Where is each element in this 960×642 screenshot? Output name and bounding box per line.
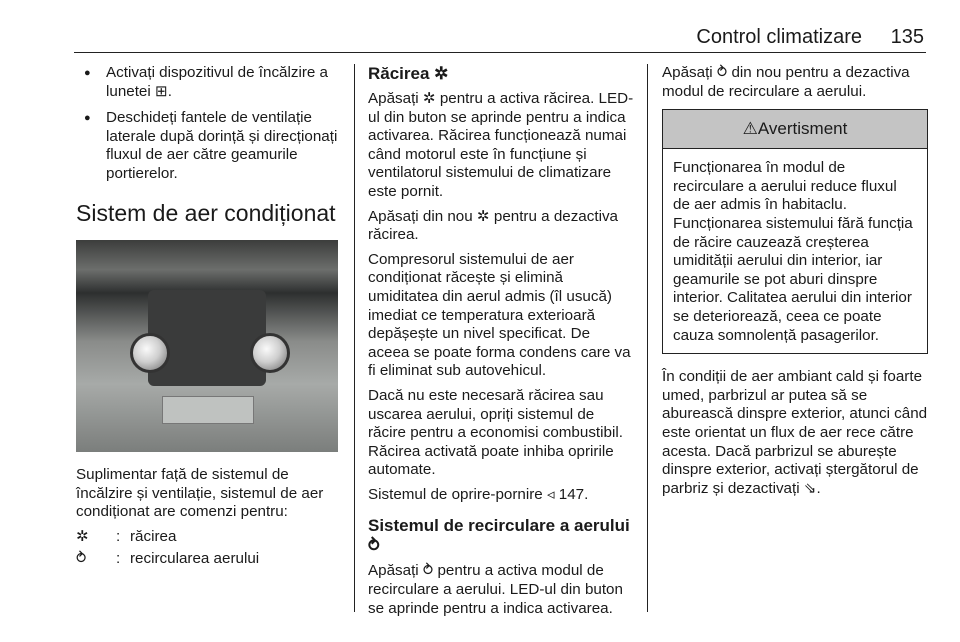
- page-title: Control climatizare: [696, 26, 862, 48]
- paragraph: Apăsați ✲ pentru a activa răcirea. LED-ul din buton se aprinde pentru a indica activarea. Răcirea funcționează numai când motorul este în funcțiune și ventilatorul sistemului de climatizare este pornit.: [368, 90, 634, 200]
- climate-control-photo: [76, 240, 338, 452]
- photo-caption: Suplimentar față de sistemul de încălzire și ventilație, sistemul de aer condiționat are comenzi pentru:: [76, 466, 324, 521]
- column-2: [368, 64, 634, 624]
- paragraph: În condiții de aer ambiant cald și foarte umed, parbrizul ar putea să se aburească dinspre exterior, atunci când este orientat un flux de aer rece către acesta. Dacă parbrizul se aburește dinspre exterior, activați ștergătorul de parbriz și dezactivați ⇘.: [662, 368, 928, 497]
- column-3: [662, 64, 928, 504]
- paragraph: Apăsați ⥁ pentru a activa modul de recirculare a aerului. LED-ul din buton se aprinde pentru a indica activarea.: [368, 562, 623, 617]
- paragraph: Apăsați din nou ✲ pentru a dezactiva răcirea.: [368, 207, 618, 244]
- warning-text: Funcționarea în modul de recirculare a aerului reduce fluxul de aer admis în habitaclu. Funcționarea sistemului fără funcția de răcire cauzează creșterea umidității aerului din interior, iar geamurile se pot aburi dinspre interior. Calitatea aerului din interior se deteriorează, ceea ce poate cauza somnolență pasagerilor.: [673, 159, 913, 344]
- warning-box: [662, 109, 928, 354]
- cd-slot-shape: [162, 396, 254, 424]
- column-1: [76, 64, 344, 571]
- column-divider: [647, 64, 648, 612]
- page-number: 135: [890, 26, 924, 48]
- warning-title: ⚠Avertisment: [663, 110, 927, 149]
- legend-text: recircularea aerului: [130, 549, 260, 567]
- column-divider: [354, 64, 355, 612]
- paragraph: Dacă nu este necesară răcirea sau uscarea aerului, opriți sistemul de răcire pentru a economisi combustibil. Răcirea activată poate inhiba opririle automate.: [368, 386, 623, 479]
- page-header: [74, 22, 926, 53]
- cross-reference: Sistemul de oprire-pornire ◃ 147.: [368, 485, 589, 503]
- subsection-heading: Răcirea ✲: [368, 64, 449, 83]
- paragraph: Apăsați ⥁ din nou pentru a dezactiva modul de recirculare a aerului.: [662, 64, 910, 100]
- legend-text: răcirea: [130, 527, 177, 545]
- bullet-item: ● Deschideți fantele de ventilație laterale după dorință și direcționați fluxul de aer către geamurile portierelor.: [76, 109, 344, 183]
- subsection-heading: Sistemul de recirculare a aerului ⥁: [368, 516, 630, 556]
- section-heading: Sistem de aer condiționat: [76, 199, 336, 226]
- right-knob-shape: [250, 333, 290, 373]
- legend-separator: :: [116, 527, 121, 545]
- recirculation-icon: ⥁: [76, 549, 87, 567]
- cooling-icon: ✲: [76, 527, 89, 545]
- bullet-item: ● Activați dispozitivul de încălzire a lunetei ⊞.: [76, 64, 344, 101]
- legend-item: [76, 550, 344, 569]
- paragraph: Compresorul sistemului de aer condiționat răcește și elimină umiditatea din aerul admis (îl usucă) imediat ce temperatura exterioară depășește un nivel specificat. De aceea se poate forma condens care va fi eliminat sub autovehicul.: [368, 250, 631, 380]
- left-knob-shape: [130, 333, 170, 373]
- control-panel-shape: [148, 290, 266, 386]
- legend-item: [76, 528, 344, 547]
- legend-separator: :: [116, 549, 121, 567]
